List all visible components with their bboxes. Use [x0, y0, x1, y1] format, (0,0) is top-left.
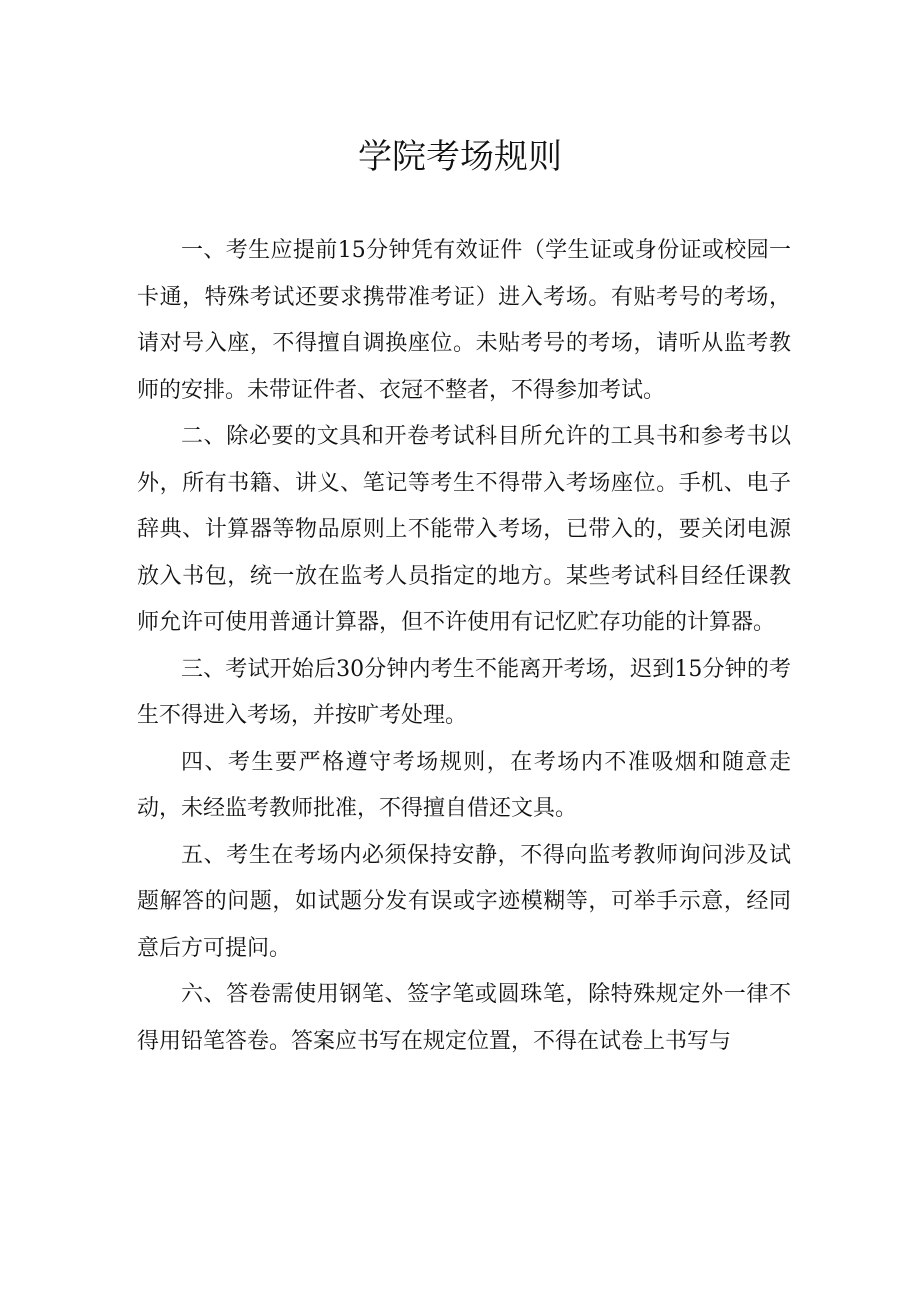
rule-paragraph-1: 一、考生应提前15分钟凭有效证件（学生证或身份证或校园一卡通，特殊考试还要求携带准考证）进入考场。有贴考号的考场，请对号入座，不得擅自调换座位。未贴考号的考场，请听从监考教师的安排。未带证件者、衣冠不整者，不得参加考试。 [137, 238, 791, 403]
rule-paragraph-3: 三、考试开始后30分钟内考生不能离开考场，迟到15分钟的考生不得进入考场，并按旷考处理。 [137, 656, 791, 728]
rule-paragraph-2: 二、除必要的文具和开卷考试科目所允许的工具书和参考书以外，所有书籍、讲义、笔记等考生不得带入考场座位。手机、电子辞典、计算器等物品原则上不能带入考场，已带入的，要关闭电源放入书包，统一放在监考人员指定的地方。某些考试科目经任课教师允许可使用普通计算器，但不许使用有记忆贮存功能的计算器。 [137, 424, 791, 635]
document-title: 学院考场规则 [358, 137, 562, 177]
rule-paragraph-6: 六、答卷需使用钢笔、签字笔或圆珠笔，除特殊规定外一律不得用铅笔答卷。答案应书写在规定位置，不得在试卷上书写与 [137, 982, 791, 1054]
rule-paragraph-5: 五、考生在考场内必须保持安静，不得向监考教师询问涉及试题解答的问题，如试题分发有误或字迹模糊等，可举手示意，经同意后方可提问。 [137, 842, 791, 961]
document-body [137, 228, 791, 1065]
rule-paragraph-4: 四、考生要严格遵守考场规则，在考场内不准吸烟和随意走动，未经监考教师批准，不得擅自借还文具。 [137, 749, 791, 821]
